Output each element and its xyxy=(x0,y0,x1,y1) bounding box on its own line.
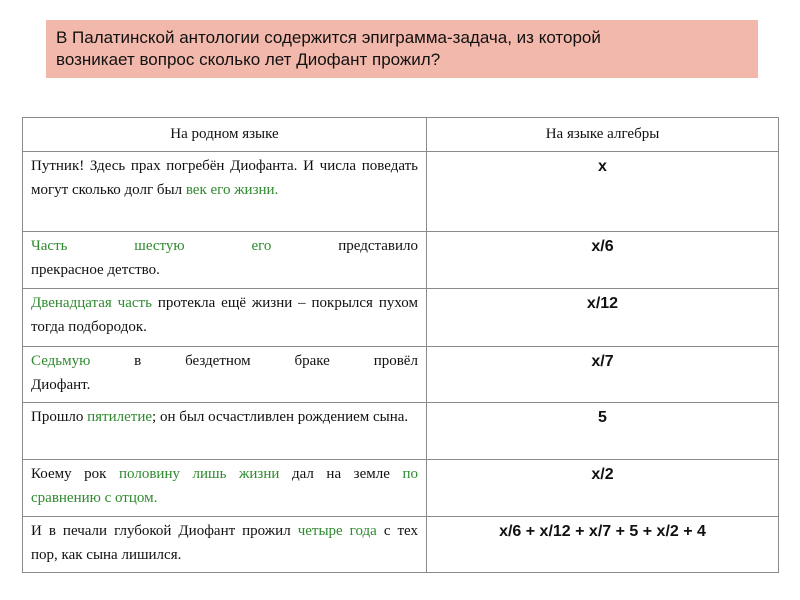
plain-text: прекрасное детство. xyxy=(31,262,160,278)
table-header-row xyxy=(23,118,779,152)
native-text-cell xyxy=(23,460,427,517)
banner-line-2: возникает вопрос сколько лет Диофант прожил? xyxy=(56,50,441,69)
table-row xyxy=(23,289,779,347)
table-row xyxy=(23,152,779,232)
epigram-table xyxy=(22,117,779,573)
plain-text: ; он был осчастливлен рождением сына. xyxy=(152,409,409,425)
plain-text: протекла ещё жизни – покрылся пухом тогда подбородок. xyxy=(31,295,418,335)
table-row xyxy=(23,460,779,517)
algebra-cell: x/2 xyxy=(427,460,779,517)
algebra-cell: x/6 xyxy=(427,232,779,289)
plain-text: Прошло xyxy=(31,409,88,425)
plain-text: Диофант. xyxy=(31,377,91,393)
algebra-cell: 5 xyxy=(427,403,779,460)
native-text-cell xyxy=(23,289,427,347)
highlighted-text: пятилетие xyxy=(87,409,153,425)
plain-text: представило xyxy=(338,238,418,254)
native-text-cell xyxy=(23,347,427,403)
plain-text: дал на земле xyxy=(279,466,403,482)
question-banner xyxy=(46,20,758,78)
highlighted-text: половину лишь жизни xyxy=(119,466,280,482)
justified-line xyxy=(31,349,418,373)
highlighted-text: по сравнению с отцом. xyxy=(31,466,418,506)
highlighted-text: Седьмую xyxy=(31,353,91,369)
plain-text: провёл xyxy=(373,353,418,369)
plain-text: с тех пор, как сына лишился. xyxy=(31,523,418,563)
native-text-cell xyxy=(23,517,427,573)
banner-line-1: В Палатинской антологии содержится эпиграмма-задача, из которой xyxy=(56,28,601,47)
native-text-cell xyxy=(23,232,427,289)
header-algebra-language: На языке алгебры xyxy=(427,118,779,152)
plain-text: Коему рок xyxy=(31,466,120,482)
table-row xyxy=(23,403,779,460)
algebra-cell: x xyxy=(427,152,779,232)
table-row xyxy=(23,232,779,289)
plain-text: в xyxy=(134,353,142,369)
highlighted-text: четыре года xyxy=(297,523,377,539)
justified-line xyxy=(31,234,418,258)
highlighted-text: Двенадцатая часть xyxy=(31,295,152,311)
highlighted-text: Часть xyxy=(31,238,68,254)
plain-text: И в печали глубокой Диофант прожил xyxy=(31,523,298,539)
table-row xyxy=(23,347,779,403)
plain-text: бездетном xyxy=(185,353,251,369)
header-native-language: На родном языке xyxy=(23,118,427,152)
algebra-cell: x/6 + x/12 + x/7 + 5 + x/2 + 4 xyxy=(427,517,779,573)
algebra-cell: x/7 xyxy=(427,347,779,403)
algebra-cell: x/12 xyxy=(427,289,779,347)
plain-text: браке xyxy=(294,353,330,369)
plain-text: Путник! Здесь прах погребён Диофанта. И числа поведать могут сколько долг был xyxy=(31,158,418,198)
native-text-cell xyxy=(23,403,427,460)
native-text-cell xyxy=(23,152,427,232)
highlighted-text: шестую xyxy=(134,238,185,254)
highlighted-text: век его жизни. xyxy=(185,182,279,198)
highlighted-text: его xyxy=(251,238,272,254)
table-row xyxy=(23,517,779,573)
